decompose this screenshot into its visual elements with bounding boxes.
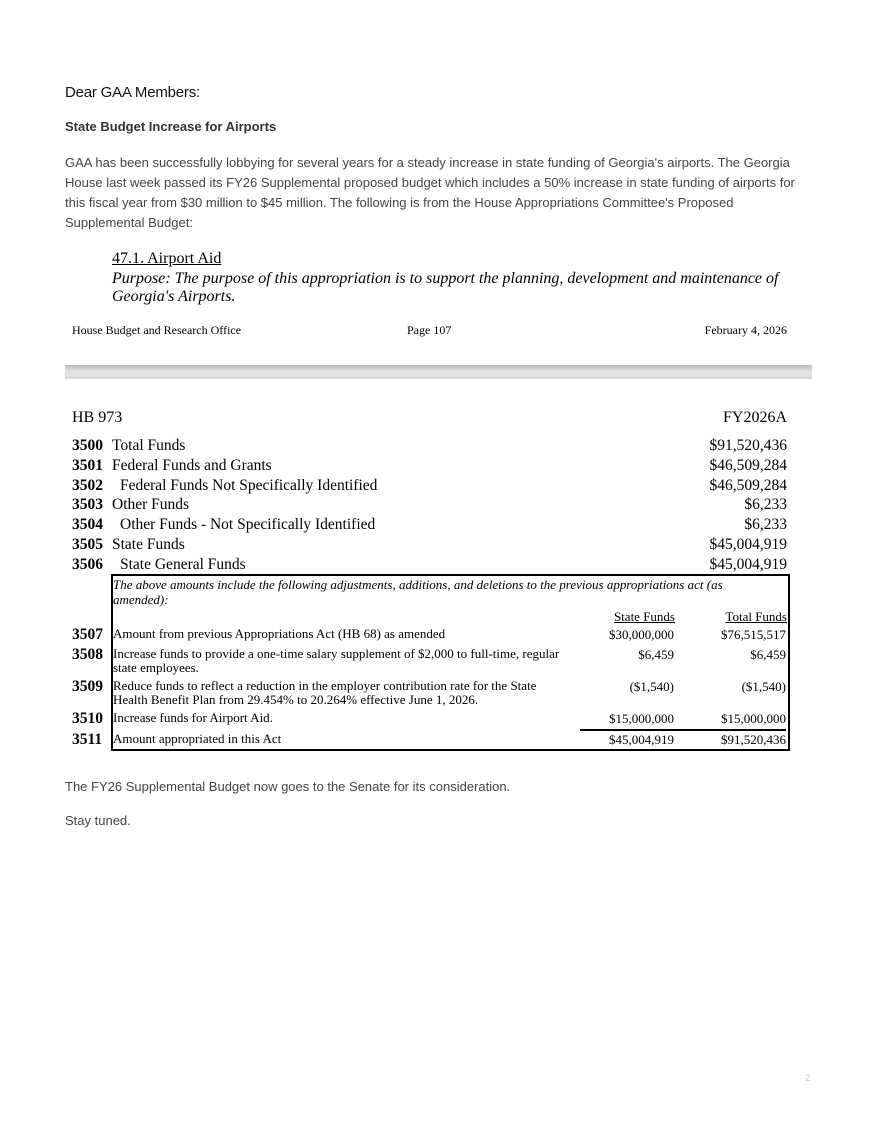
line-label: Federal Funds Not Specifically Identified [120, 477, 378, 494]
bill-number: HB 973 [72, 409, 123, 426]
line-amount: $6,233 [744, 496, 787, 513]
summary-row [72, 477, 787, 497]
summary-row [72, 457, 787, 477]
line-description: Amount appropriated in this Act [113, 731, 282, 746]
line-code: 3504 [72, 516, 103, 533]
state-funds-amount: $15,000,000 [609, 711, 674, 726]
line-amount: $45,004,919 [709, 556, 787, 573]
column-header-state-funds: State Funds [613, 609, 675, 624]
footer-office: House Budget and Research Office [72, 323, 242, 337]
line-code: 3506 [72, 556, 103, 573]
total-funds-amount: $91,520,436 [721, 732, 786, 747]
line-amount: $46,509,284 [709, 477, 787, 494]
line-amount: $6,233 [744, 516, 787, 533]
total-funds-amount: $76,515,517 [721, 627, 786, 642]
line-amount: $91,520,436 [709, 437, 787, 454]
line-description: Increase funds to provide a one-time salary supplement of $2,000 to full-time, regular state employees. [113, 646, 560, 675]
total-funds-amount: ($1,540) [741, 679, 786, 694]
line-description: Increase funds for Airport Aid. [113, 710, 273, 725]
line-amount: $46,509,284 [709, 457, 787, 474]
line-amount: $45,004,919 [709, 536, 787, 553]
summary-row [72, 556, 787, 576]
line-label: State General Funds [120, 556, 246, 573]
line-code: 3500 [72, 437, 103, 454]
closing-paragraph: The FY26 Supplemental Budget now goes to the Senate for its consideration. [65, 779, 511, 794]
state-funds-amount: $6,459 [638, 647, 674, 662]
line-label: Total Funds [112, 437, 186, 454]
line-code: 3505 [72, 536, 103, 553]
line-label: Federal Funds and Grants [112, 457, 272, 474]
line-label: Other Funds - Not Specifically Identified [120, 516, 376, 533]
line-code: 3511 [72, 731, 103, 748]
column-header-total-funds: Total Funds [725, 609, 787, 624]
greeting: Dear GAA Members: [65, 84, 200, 101]
line-code: 3508 [72, 646, 103, 663]
summary-row [72, 536, 787, 556]
page-number: 2 [805, 1073, 811, 1084]
letter-heading: State Budget Increase for Airports [65, 119, 277, 134]
section-title: 47.1. Airport Aid [112, 250, 222, 267]
state-funds-amount: ($1,540) [629, 679, 674, 694]
signoff: Stay tuned. [65, 813, 131, 828]
footer-date: February 4, 2026 [704, 323, 787, 337]
adjustments-note: The above amounts include the following adjustments, additions, and deletions to the previous appropriations act (as amended): [113, 577, 723, 607]
line-code: 3509 [72, 678, 103, 695]
purpose-statement: Purpose: The purpose of this appropriation is to support the planning, development and maintenance of Georgia's Airports. [112, 270, 779, 305]
intro-paragraph: GAA has been successfully lobbying for several years for a steady increase in state funding of Georgia's airports. The Georgia House last week passed its FY26 Supplemental proposed budget which includes a 50% increase in state funding of airports for this fiscal year from $30 million to $45 million. The following is from the House Appropriations Committee's Proposed Supplemental Budget: [65, 155, 795, 230]
line-description: Reduce funds to reflect a reduction in the employer contribution rate for the State Health Benefit Plan from 29.454% to 20.264% effective June 1, 2026. [113, 678, 537, 707]
line-code: 3507 [72, 626, 103, 643]
summary-row [72, 437, 787, 457]
fiscal-year: FY2026A [722, 409, 787, 426]
line-code: 3503 [72, 496, 103, 513]
state-funds-amount: $45,004,919 [609, 732, 674, 747]
page-break-divider [65, 365, 812, 379]
summary-row [72, 496, 787, 516]
line-label: Other Funds [112, 496, 190, 513]
line-code: 3510 [72, 710, 103, 727]
line-label: State Funds [112, 536, 185, 553]
state-funds-amount: $30,000,000 [609, 627, 674, 642]
summary-row [72, 516, 787, 536]
total-funds-amount: $15,000,000 [721, 711, 786, 726]
footer-page: Page 107 [407, 323, 452, 337]
line-description: Amount from previous Appropriations Act (HB 68) as amended [113, 626, 446, 641]
line-code: 3501 [72, 457, 103, 474]
line-code: 3502 [72, 477, 103, 494]
total-funds-amount: $6,459 [750, 647, 786, 662]
total-underline [580, 729, 786, 731]
